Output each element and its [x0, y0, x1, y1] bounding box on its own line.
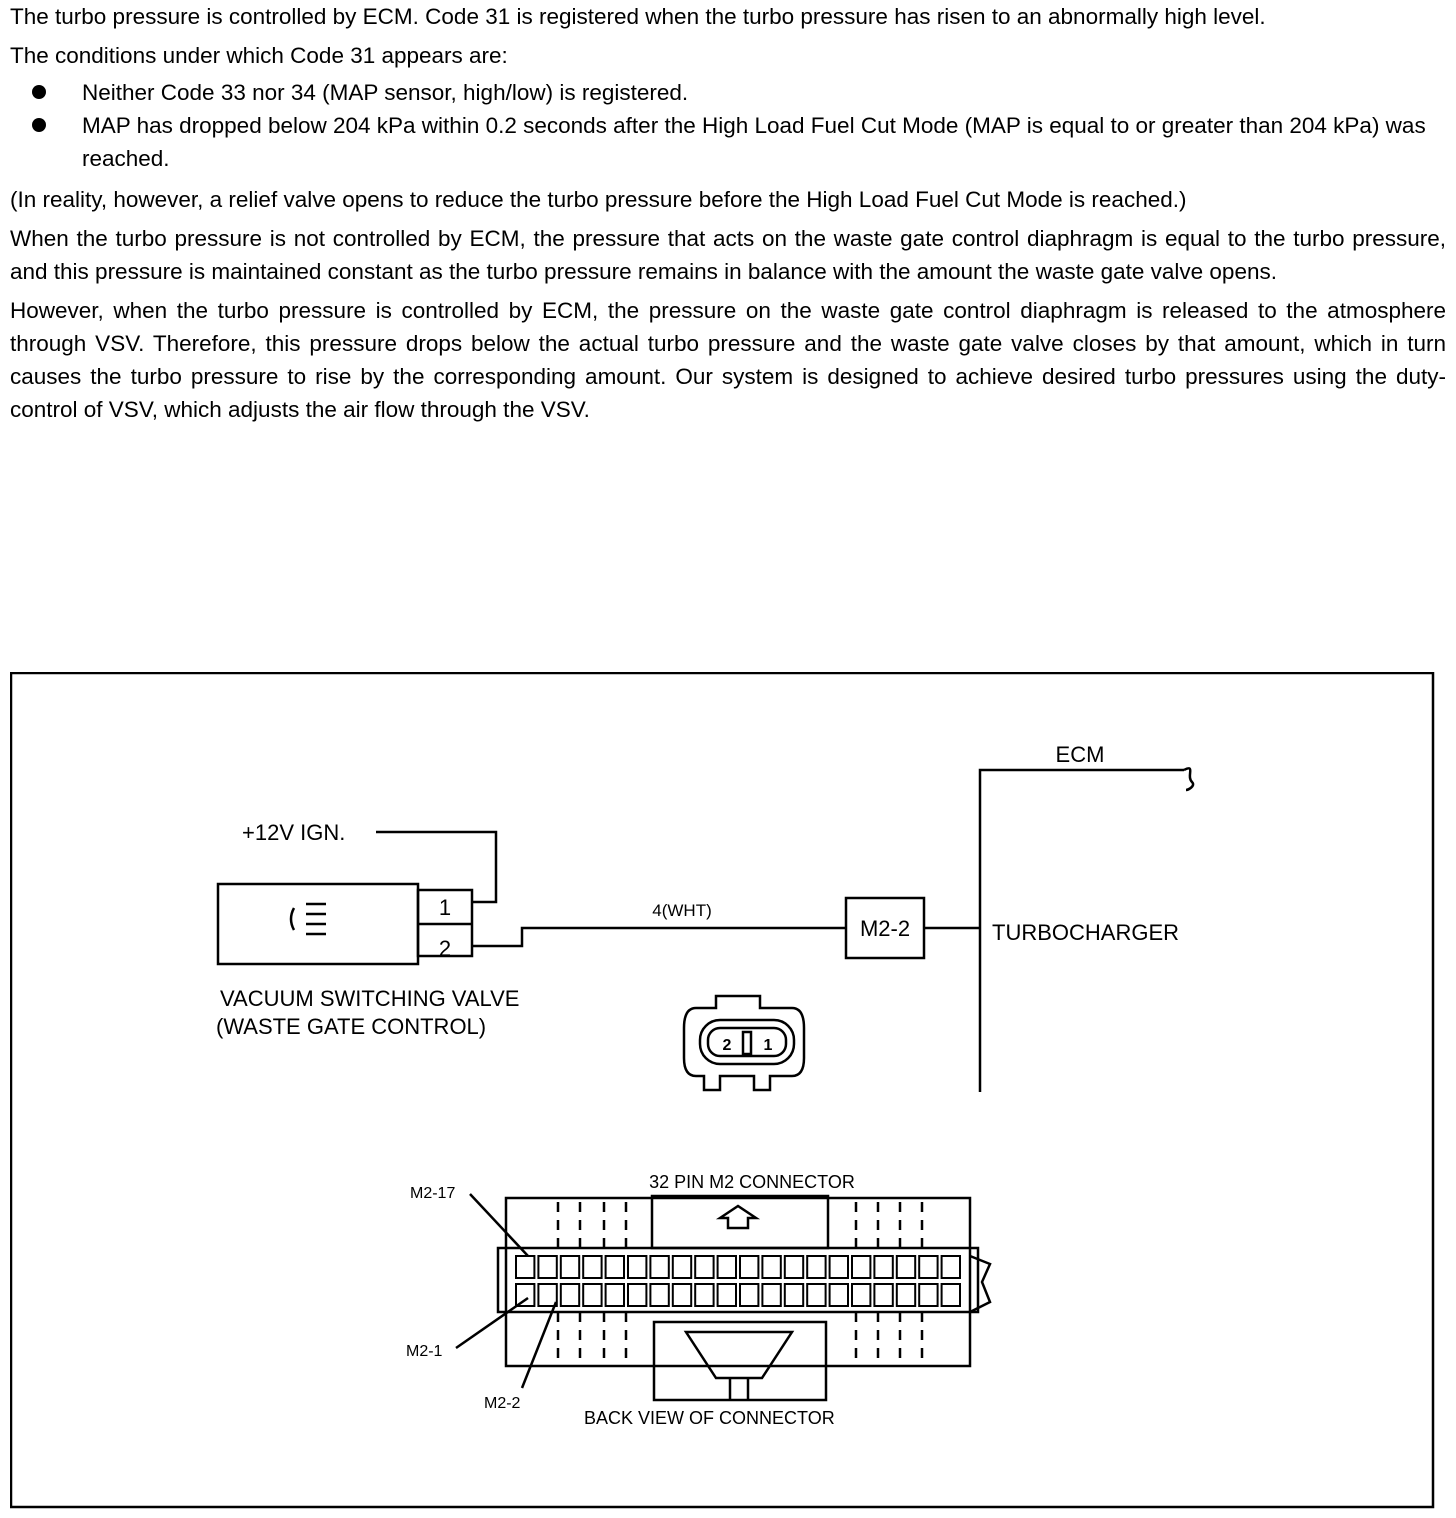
- connector-pin-cell: [718, 1284, 736, 1306]
- connector-pin-cell: [628, 1284, 646, 1306]
- connector-pin-cell: [942, 1256, 960, 1278]
- wire-color-label: 4(WHT): [652, 901, 712, 920]
- connector-pin-cell: [650, 1256, 668, 1278]
- vsv-pin1-label: 1: [438, 895, 452, 920]
- back-view-label: BACK VIEW OF CONNECTOR: [584, 1408, 835, 1428]
- connector-pin-cell: [606, 1284, 624, 1306]
- connector-pin-cell: [583, 1284, 601, 1306]
- connector-pin-cell: [516, 1284, 534, 1306]
- ecm-wire-break-icon: [1184, 768, 1193, 790]
- bullet-icon: [32, 118, 46, 132]
- paragraph-relief-valve: (In reality, however, a relief valve opens to reduce the turbo pressure before the High Load Fuel Cut Mode is reached.): [10, 187, 1187, 212]
- wiring-diagram: [10, 672, 1436, 1510]
- connector-pin-cell: [516, 1256, 534, 1278]
- m2-2-pin-label: M2-2: [484, 1395, 521, 1412]
- m2-2-box-label: M2-2: [859, 916, 911, 941]
- connector-pin-cell: [785, 1256, 803, 1278]
- body-text: [10, 0, 1446, 432]
- ign-wire: [376, 832, 496, 902]
- m2-connector-body: [498, 1196, 990, 1400]
- connector-pin-cell: [852, 1256, 870, 1278]
- connector-pin-cell: [538, 1284, 556, 1306]
- connector-pin-cell: [942, 1284, 960, 1306]
- connector-pin1-label: 1: [763, 1037, 773, 1054]
- connector-pin-cell: [919, 1284, 937, 1306]
- connector-pin-cell: [785, 1284, 803, 1306]
- ign-label: +12V IGN.: [242, 820, 346, 845]
- connector-pin-cell: [583, 1256, 601, 1278]
- m2-connector-title: 32 PIN M2 CONNECTOR: [649, 1172, 855, 1192]
- m2-1-label: M2-1: [406, 1343, 443, 1360]
- connector-pin-cell: [852, 1284, 870, 1306]
- m2-17-leader: [470, 1194, 528, 1256]
- bullet-icon: [32, 85, 46, 99]
- connector-pin-cell: [830, 1256, 848, 1278]
- connector-pin-cell: [762, 1284, 780, 1306]
- connector-pin-cell: [561, 1256, 579, 1278]
- connector-pin-cell: [695, 1284, 713, 1306]
- diagram-frame: [11, 673, 1433, 1507]
- connector-pin-cell: [606, 1256, 624, 1278]
- m2-1-leader: [456, 1298, 528, 1348]
- connector-pin-cell: [673, 1256, 691, 1278]
- paragraph-conditions: The conditions under which Code 31 appears are:: [10, 43, 508, 68]
- connector-pin-cell: [874, 1256, 892, 1278]
- vsv-pin2-label: 2: [438, 936, 452, 961]
- m2-pin-grid: [516, 1256, 960, 1306]
- connector-pin-cell: [807, 1256, 825, 1278]
- paragraph-not-controlled: When the turbo pressure is not controlled by ECM, the pressure that acts on the waste gate control diaphragm is equal to the turbo pressure, and this pressure is maintained constant as the turbo pressure remains in balance with the amount the waste gate valve opens.: [10, 226, 1446, 284]
- turbocharger-label: TURBOCHARGER: [992, 920, 1180, 945]
- vsv-label-line2: (WASTE GATE CONTROL): [216, 1014, 487, 1039]
- connector-pin-cell: [874, 1284, 892, 1306]
- m2-17-label: M2-17: [410, 1185, 456, 1202]
- connector-pin-cell: [762, 1256, 780, 1278]
- wht-wire: [472, 928, 846, 946]
- connector-pin-cell: [650, 1284, 668, 1306]
- connector-pin-cell: [628, 1256, 646, 1278]
- condition-item: Neither Code 33 nor 34 (MAP sensor, high/low) is registered.: [10, 76, 1446, 109]
- connector-pin-cell: [538, 1256, 556, 1278]
- connector-pin-cell: [897, 1256, 915, 1278]
- connector-pin-cell: [673, 1284, 691, 1306]
- connector-pin-cell: [897, 1284, 915, 1306]
- connector-pin-cell: [740, 1284, 758, 1306]
- connector-pin2-label: 2: [722, 1037, 732, 1054]
- conditions-list: [10, 76, 1446, 175]
- connector-pin-cell: [919, 1256, 937, 1278]
- connector-pin-cell: [830, 1284, 848, 1306]
- condition-item: MAP has dropped below 204 kPa within 0.2 seconds after the High Load Fuel Cut Mode (MAP is equal to or greater than 204 kPa) was reached.: [10, 109, 1446, 175]
- connector-pin-cell: [561, 1284, 579, 1306]
- connector-pin-cell: [718, 1256, 736, 1278]
- connector-pin-cell: [740, 1256, 758, 1278]
- vsv-label-line1: VACUUM SWITCHING VALVE: [220, 986, 520, 1011]
- connector-pin-cell: [695, 1256, 713, 1278]
- vsv-connector-face-icon: [684, 996, 804, 1090]
- ecm-label: ECM: [1055, 742, 1105, 767]
- paragraph-code31-intro: The turbo pressure is controlled by ECM. Code 31 is registered when the turbo pressure has risen to an abnormally high level.: [10, 4, 1266, 29]
- m2-2-leader: [522, 1302, 556, 1388]
- connector-pin-cell: [807, 1284, 825, 1306]
- coil-icon: [291, 904, 326, 934]
- paragraph-controlled: However, when the turbo pressure is controlled by ECM, the pressure on the waste gate control diaphragm is released to the atmosphere through VSV. Therefore, this pressure drops below the actual turbo pressure and the waste gate valve closes by that amount, which in turn causes the turbo pressure to rise by the corresponding amount. Our system is designed to achieve desired turbo pressures using the duty-control of VSV, which adjusts the air flow through the VSV.: [10, 298, 1446, 422]
